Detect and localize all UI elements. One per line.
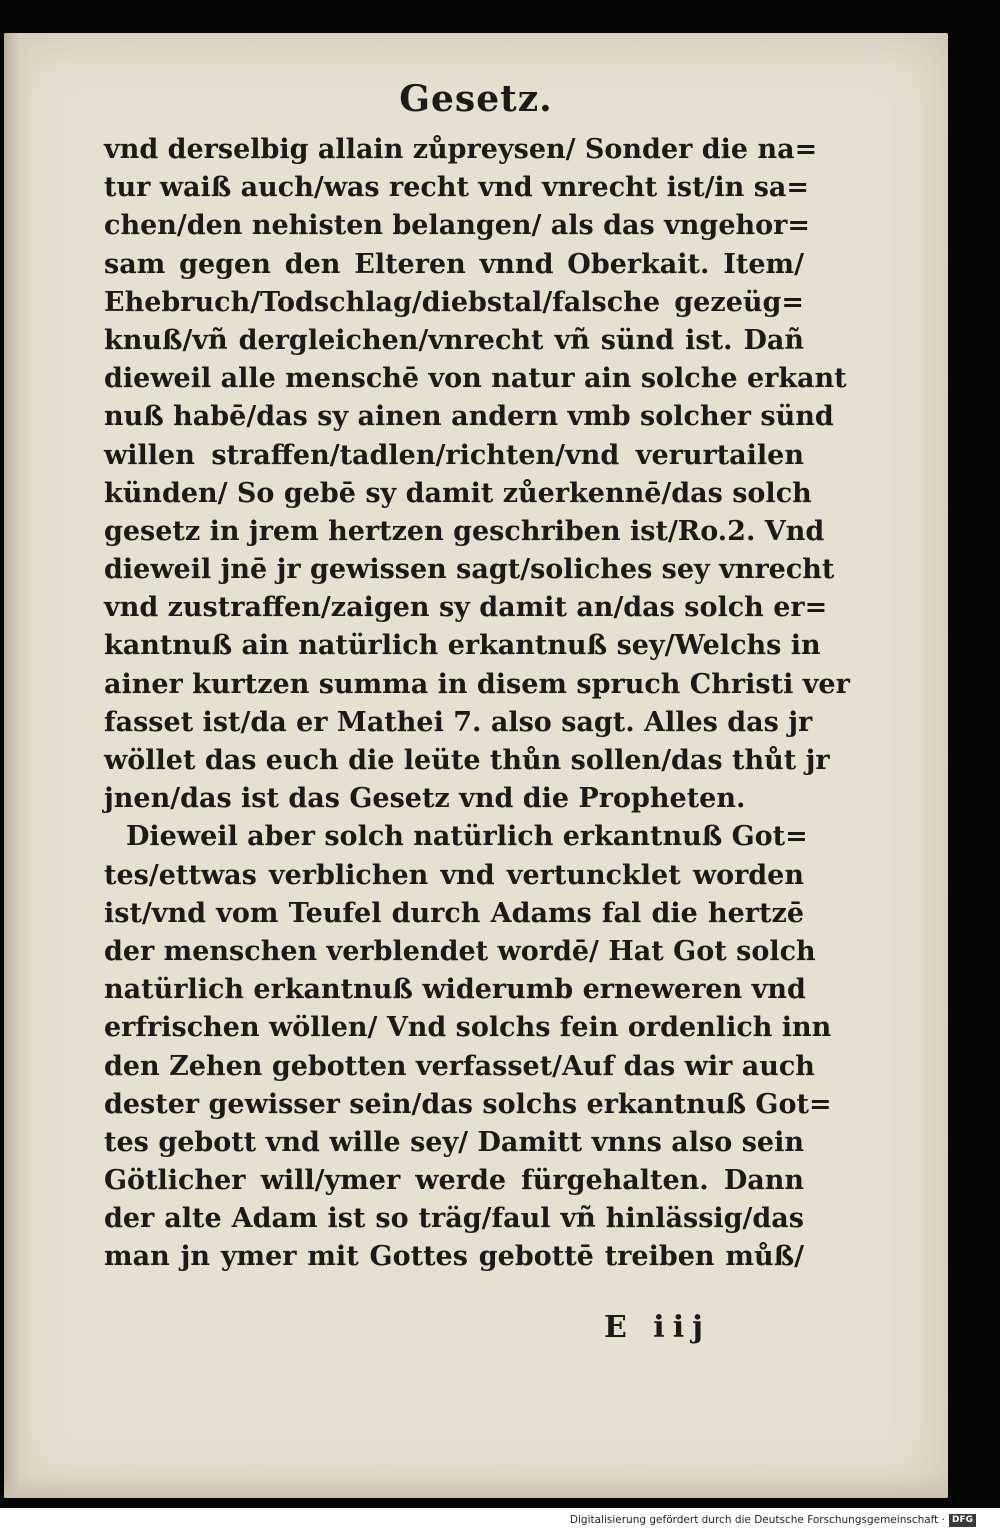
text-line: erfrischen wöllen/ Vnd solchs fein ordenlich inn [104, 1012, 832, 1044]
text-line: künden/ So gebē sy damit zůerkennē/das solch [104, 477, 812, 509]
text-line: vnd zustraffen/zaigen sy damit an/das solch er= [104, 592, 828, 624]
text-line: vnd derselbig allain zůpreysen/ Sonder die na= [104, 134, 818, 165]
text-line: sam gegen den Elteren vnnd Oberkait. Item/ [104, 248, 804, 280]
text-line: dieweil alle menschē von natur ain solche erkant [104, 363, 847, 395]
text-line: nuß habē/das sy ainen andern vmb solcher sünd [104, 401, 834, 433]
text-line: fasset ist/da er Mathei 7. also sagt. Alles das jr [104, 706, 813, 738]
text-line: dieweil jnē jr gewissen sagt/soliches sey vnrecht [104, 554, 835, 586]
body-text [104, 131, 850, 1277]
text-line: der menschen verblendet wordē/ Hat Got solch [104, 935, 816, 967]
digitization-credit [570, 1512, 976, 1528]
text-line: chen/den nehisten belangen/ als das vngehor= [104, 210, 810, 242]
text-line: tes gebott vnd wille sey/ Damitt vnns also sein [104, 1126, 804, 1158]
text-line: Götlicher will/ymer werde fürgehalten. Dann [104, 1165, 804, 1197]
text-line: Ehebruch/Todschlag/diebstal/falsche gezeüg= [104, 286, 804, 318]
text-line: man jn ymer mit Gottes gebottē treiben můß/ [104, 1241, 804, 1273]
text-line: tes/ettwas verblichen vnd vertuncklet worden [104, 859, 804, 891]
text-line: der alte Adam ist so träg/faul vñ hinlässig/das [104, 1203, 804, 1235]
text-line: kantnuß ain natürlich erkantnuß sey/Welchs in [104, 630, 821, 662]
text-line: natürlich erkantnuß widerumb erneweren vnd [104, 974, 806, 1006]
text-line: tur waiß auch/was recht vnd vnrecht ist/in sa= [104, 172, 810, 204]
text-line: den Zehen gebotten verfasset/Auf das wir auch [104, 1050, 815, 1082]
text-line: jnen/das ist das Gesetz vnd die Propheten. [104, 783, 746, 815]
text-line: ainer kurtzen summa in disem spruch Christi ver [104, 668, 850, 700]
page-gutter-shadow [4, 33, 30, 1498]
text-line: ist/vnd vom Teufel durch Adams fal die hertzē [104, 897, 804, 929]
dfg-logo: DFG [949, 1514, 976, 1527]
text-line: wöllet das euch die leüte thůn sollen/das thůt jr [104, 745, 830, 776]
running-header: Gesetz. [399, 78, 553, 120]
page-bottom-edge [4, 1476, 948, 1498]
text-line: willen straffen/tadlen/richten/vnd verurtailen [104, 439, 804, 471]
text-line: knuß/vñ dergleichen/vnrecht vñ sünd ist. Dañ [104, 324, 804, 356]
credit-text: Digitalisierung gefördert durch die Deutsche Forschungsgemeinschaft · [569, 1514, 945, 1526]
book-page [4, 33, 948, 1498]
text-line: gesetz in jrem hertzen geschriben ist/Ro.2. Vnd [104, 515, 825, 547]
signature-mark: E iij [604, 1310, 711, 1345]
text-line-paragraph-start: Dieweil aber solch natürlich erkantnuß Got= [126, 821, 808, 853]
text-line: dester gewisser sein/das solchs erkantnuß Got= [104, 1088, 832, 1120]
